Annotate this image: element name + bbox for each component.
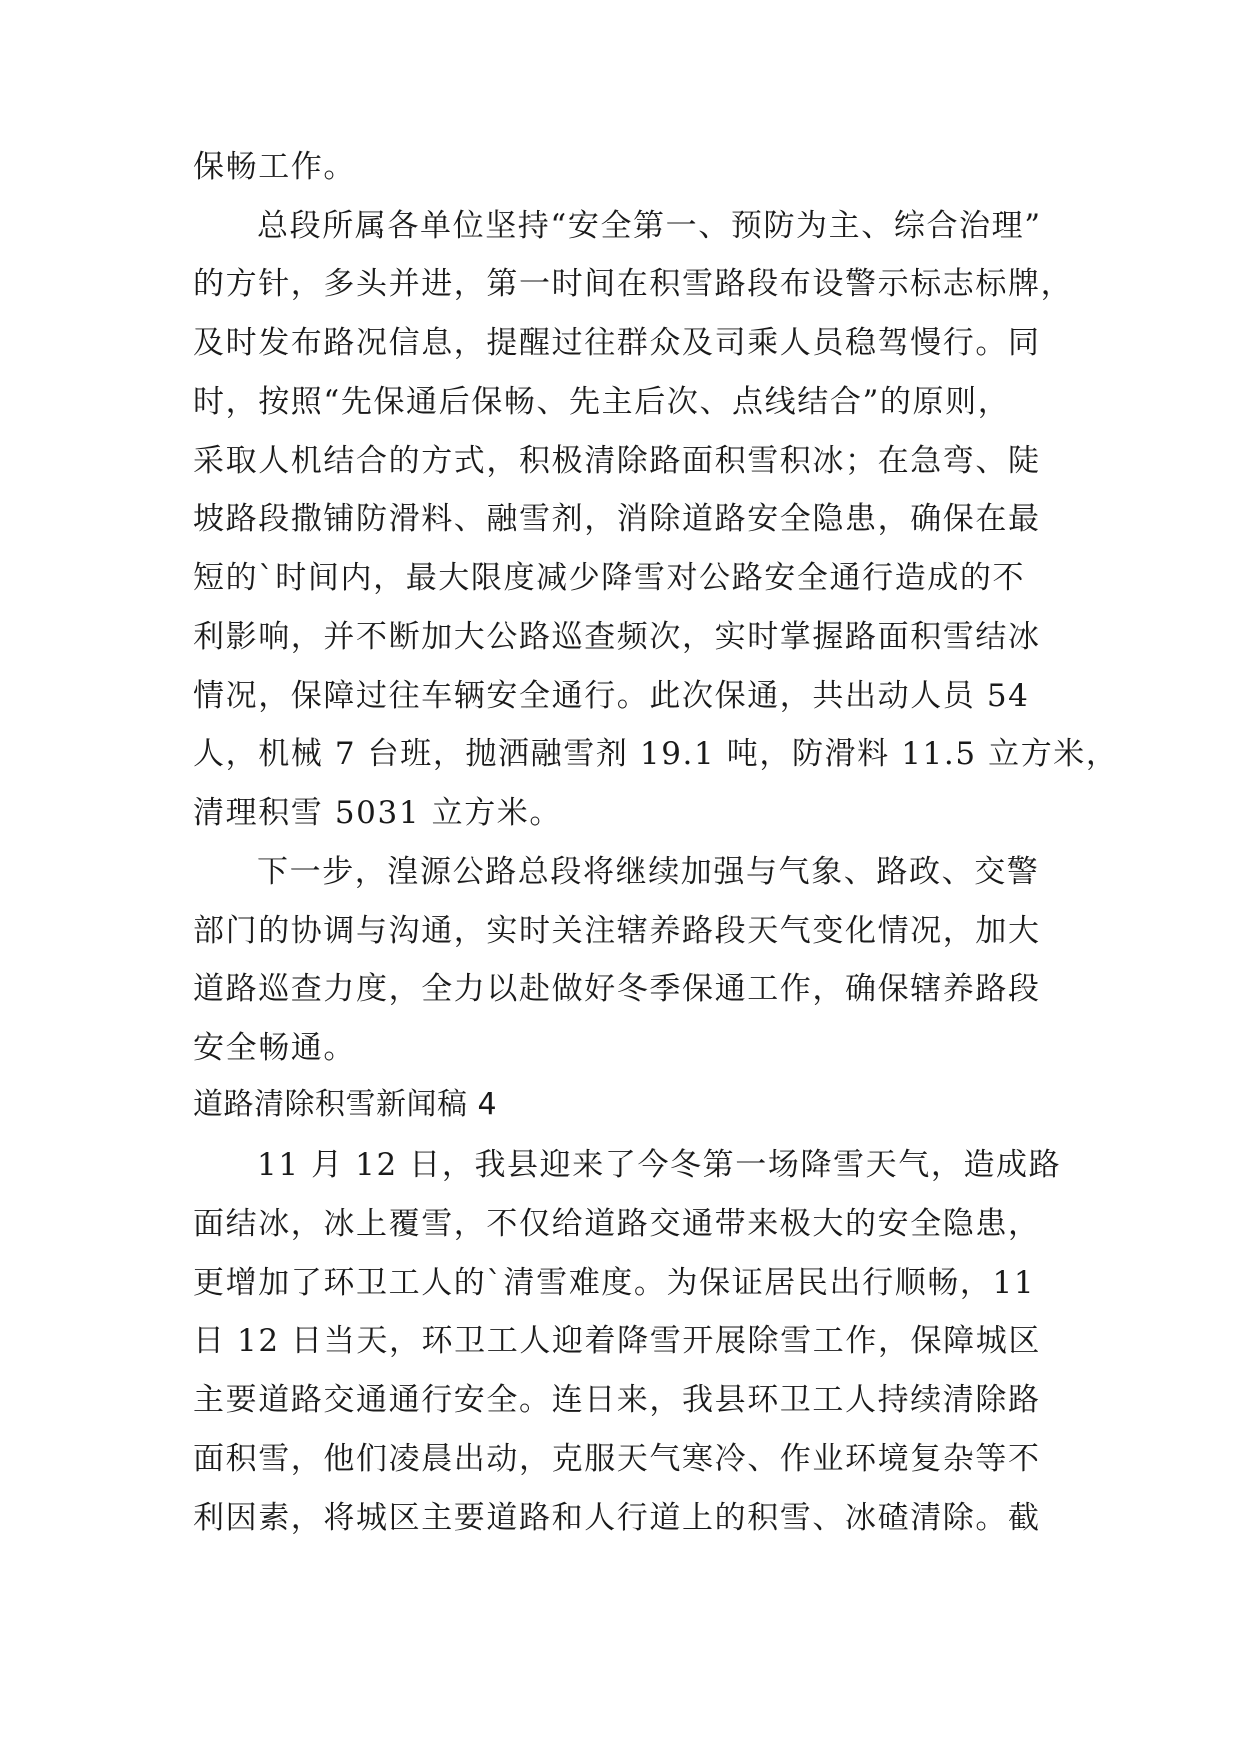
text-line: 利因素，将城区主要道路和人行道上的积雪、冰碴清除。截: [193, 1500, 1041, 1536]
text-line: 采取人机结合的方式，积极清除路面积雪积冰；在急弯、陡: [193, 443, 1041, 479]
text-line: 及时发布路况信息，提醒过往群众及司乘人员稳驾慢行。同: [193, 325, 1041, 361]
text-line: 的方针，多头并进，第一时间在积雪路段布设警示标志标牌，: [193, 266, 1074, 302]
text-line: 面积雪，他们凌晨出动，克服天气寒冷、作业环境复杂等不: [193, 1441, 1041, 1477]
text-line: 主要道路交通通行安全。连日来，我县环卫工人持续清除路: [193, 1382, 1041, 1418]
section-heading: 道路清除积雪新闻稿 4: [193, 1087, 498, 1122]
text-line: 日 12 日当天，环卫工人迎着降雪开展除雪工作，保障城区: [193, 1323, 1041, 1359]
paragraph-first-line: 11 月 12 日，我县迎来了今冬第一场降雪天气，造成路: [257, 1147, 1062, 1183]
text-line: 道路巡查力度，全力以赴做好冬季保通工作，确保辖养路段: [193, 971, 1041, 1007]
text-line: 面结冰，冰上覆雪，不仅给道路交通带来极大的安全隐患，: [193, 1206, 1041, 1242]
text-line: 利影响，并不断加大公路巡查频次，实时掌握路面积雪结冰: [193, 619, 1041, 655]
text-line: 更增加了环卫工人的`清雪难度。为保证居民出行顺畅，11: [193, 1265, 1036, 1301]
text-line: 清理积雪 5031 立方米。: [193, 795, 562, 831]
text-line: 保畅工作。: [193, 149, 356, 185]
text-line: 时，按照“先保通后保畅、先主后次、点线结合”的原则，: [193, 384, 1011, 420]
text-line: 短的`时间内，最大限度减少降雪对公路安全通行造成的不: [193, 560, 1026, 596]
text-line: 情况，保障过往车辆安全通行。此次保通，共出动人员 54: [193, 678, 1030, 714]
paragraph-first-line: 下一步，湟源公路总段将继续加强与气象、路政、交警: [257, 854, 1040, 890]
text-line: 安全畅通。: [193, 1030, 356, 1066]
text-line: 部门的协调与沟通，实时关注辖养路段天气变化情况，加大: [193, 913, 1041, 949]
text-line: 坡路段撒铺防滑料、融雪剂，消除道路安全隐患，确保在最: [193, 501, 1041, 537]
text-line: 人，机械 7 台班，抛洒融雪剂 19.1 吨，防滑料 11.5 立方米，: [193, 736, 1119, 772]
paragraph-first-line: 总段所属各单位坚持“安全第一、预防为主、综合治理”: [257, 208, 1042, 244]
